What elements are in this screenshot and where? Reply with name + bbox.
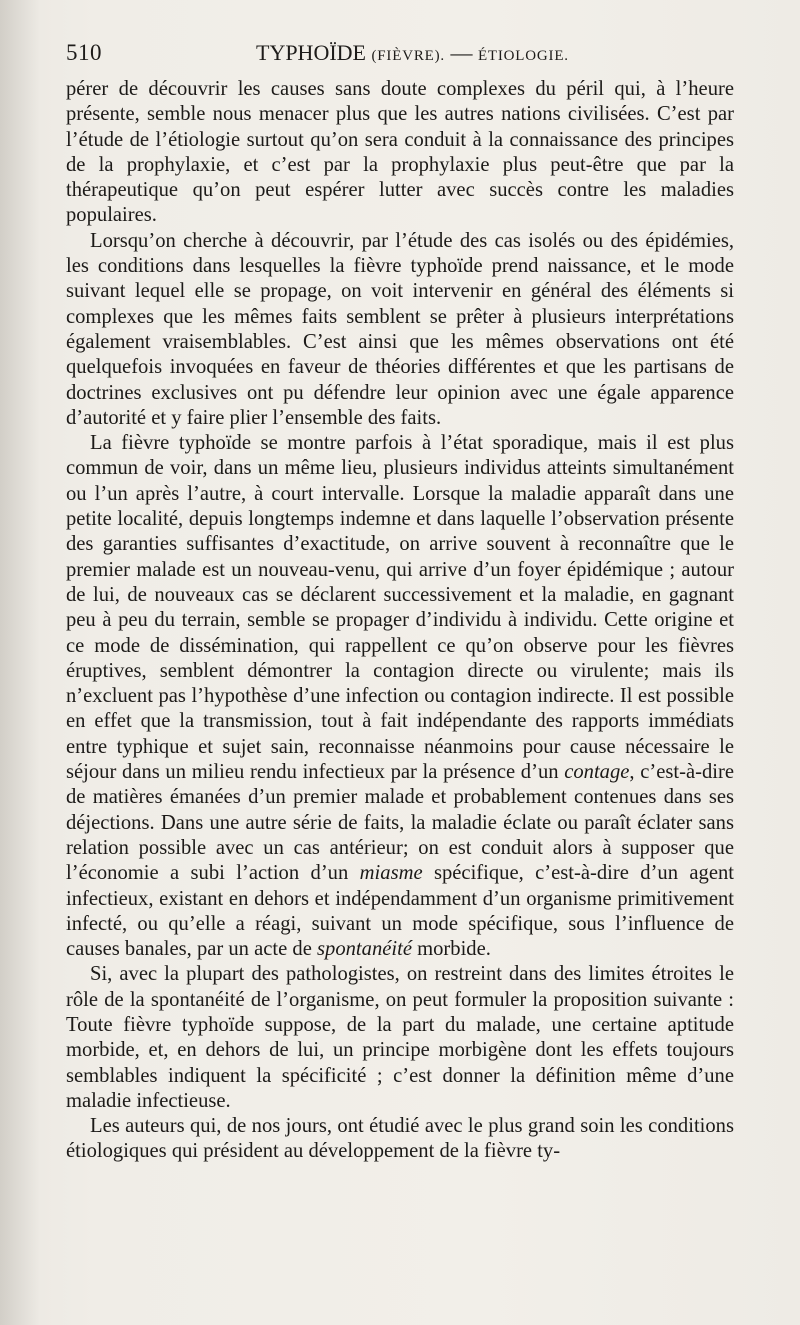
body-text — [66, 77, 734, 1165]
running-title — [256, 40, 569, 66]
text-run: morbide. — [411, 938, 491, 961]
text-run: , c’est-à-dire de matières émanées d’un premier malade et probablement contenues dans ses déjections. Dans une autre série de faits, la maladie éclate ou paraît éclater sans relation possible avec un cas antérieur; on est conduit alors à supposer que l’économie a subi l’action d’un — [66, 761, 734, 885]
paragraph — [66, 229, 734, 431]
page-number: 510 — [66, 40, 102, 65]
gutter-shadow — [0, 0, 40, 1325]
italic-term: miasme — [359, 862, 423, 885]
running-title-paren: (FIÈVRE). — [371, 48, 445, 64]
running-header — [66, 40, 736, 74]
running-title-dash: — — [450, 40, 473, 65]
paragraph — [66, 77, 734, 229]
italic-term: contage — [564, 761, 630, 784]
text-run: spécifique, c’est-à-dire d’un agent infectieux, existant en dehors et indépendamment d’un organisme primitivement infecté, ou qu’elle a réagi, suivant un mode spécifique, sous l’influence de causes banales, par un acte de — [66, 862, 734, 961]
paragraph — [66, 431, 734, 962]
text-run: Les auteurs qui, de nos jours, ont étudié avec le plus grand soin les conditions étiologiques qui président au développement de la fièvre ty- — [66, 1115, 734, 1163]
paragraph — [66, 1114, 734, 1165]
text-run: Si, avec la plupart des pathologistes, on restreint dans des limites étroites le rôle de la spontanéité de l’organisme, on peut formuler la proposition suivante : Toute fièvre typhoïde suppose, de la part du malade, une certaine aptitude morbide, et, en dehors de lui, un principe morbigène dont les effets toujours semblables indiquent la spécificité ; c’est donner la définition même d’une maladie infectieuse. — [66, 963, 734, 1112]
running-title-section: ÉTIOLOGIE. — [477, 48, 569, 64]
italic-term: spontanéité — [317, 938, 412, 961]
running-title-main: TYPHOÏDE — [256, 40, 366, 65]
paragraph — [66, 962, 734, 1114]
text-run: La fièvre typhoïde se montre parfois à l’état sporadique, mais il est plus commun de voir, dans un même lieu, plusieurs individus atteints simultanément ou l’un après l’autre, à court intervalle. Lorsque la maladie apparaît dans une petite localité, depuis longtemps indemne et dans laquelle l’observation présente des garanties suffisantes d’exactitude, on arrive souvent à reconnaître que le premier malade est un nouveau-venu, qui arrive d’un foyer épidémique ; autour de lui, de nouveaux cas se déclarent successivement et la maladie, en gagnant peu à peu du terrain, semble se propager d’individu à individu. Cette origine et ce mode de dissémination, qui rappellent ce qu’on observe pour les fièvres éruptives, semblent démontrer la contagion directe ou virulente; mais ils n’excluent pas l’hypothèse d’une infection ou contagion indirecte. Il est possible en effet que la transmission, tout à fait indépendante des rapports immédiats entre typhique et sujet sain, reconnaisse néanmoins pour cause nécessaire le séjour dans un milieu rendu infectieux par la présence d’un — [66, 432, 734, 784]
text-run: Lorsqu’on cherche à découvrir, par l’étude des cas isolés ou des épidémies, les conditions dans lesquelles la fièvre typhoïde prend naissance, et le mode suivant lequel elle se propage, on voit intervenir en général des éléments si complexes que les mêmes faits semblent se prêter à plusieurs interprétations également vraisemblables. C’est ainsi que les mêmes observations ont été quelquefois invoquées en faveur de théories différentes et que les partisans de doctrines exclusives ont pu défendre leur opinion avec une égale apparence d’autorité et y faire plier l’ensemble des faits. — [66, 229, 734, 429]
text-run: pérer de découvrir les causes sans doute complexes du péril qui, à l’heure présente, semble nous menacer plus que les autres nations civilisées. C’est par l’étude de l’étiologie surtout qu’on sera conduit à la connaissance des principes de la prophylaxie, et c’est par la prophylaxie plus peut-être que par la thérapeutique qu’on peut espérer lutter avec succès contre les maladies populaires. — [66, 78, 734, 227]
